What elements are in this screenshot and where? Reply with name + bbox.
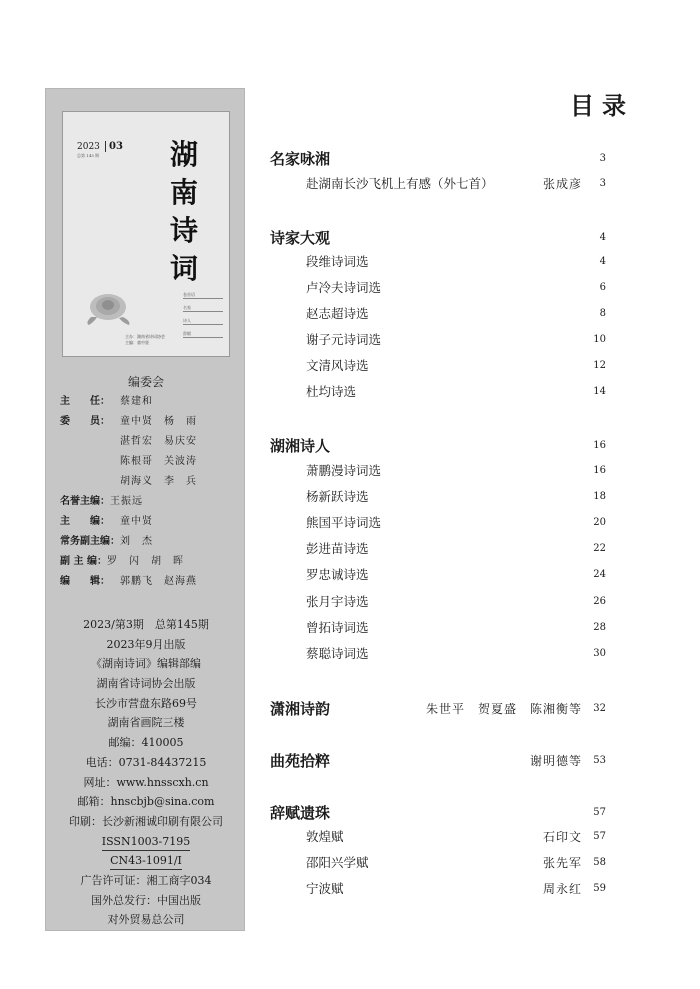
publication-line: 《湖南诗词》编辑部编 (91, 657, 201, 671)
masthead-sidebar (45, 88, 245, 931)
page-number: 26 (593, 595, 606, 607)
committee-names: 郭鹏飞 赵海燕 (120, 576, 197, 587)
page-number: 14 (593, 385, 606, 397)
page-number: 53 (593, 754, 606, 766)
item-title: 萧鹏漫诗词选 (306, 463, 382, 478)
committee-role: 名誉主编： (60, 496, 110, 507)
item-title: 蔡聪诗词选 (306, 646, 369, 661)
toc-item[interactable] (306, 487, 606, 505)
page-number: 57 (593, 830, 606, 842)
publication-line: 国外总发行：中国出版 (91, 893, 201, 907)
page-number: 57 (593, 806, 606, 818)
cover-footer-line: 主编：童中贤 (125, 340, 149, 345)
section-author: 朱世平 贺夏盛 陈湘衡等 (425, 701, 582, 716)
cover-footer (125, 334, 165, 346)
page-number: 59 (593, 882, 606, 894)
toc-item[interactable] (306, 565, 606, 583)
toc-item[interactable] (306, 827, 606, 845)
page-number: 24 (593, 568, 606, 580)
item-title: 罗忠诚诗选 (306, 567, 369, 582)
page-number: 12 (593, 359, 606, 371)
page-number: 16 (593, 464, 606, 476)
committee-row (60, 532, 242, 552)
toc-item[interactable] (306, 513, 606, 531)
cover-issue-sub: 总第 145 期 (77, 153, 100, 158)
section-title: 名家咏湘 (270, 149, 331, 168)
toc-item[interactable] (306, 304, 606, 322)
committee-names: 罗 闪 胡 晖 (106, 556, 184, 567)
toc-item[interactable] (306, 879, 606, 897)
committee-names: 陈根哥 关波涛 (120, 456, 197, 467)
publication-line: 广告许可证：湘工商字034 (80, 873, 212, 887)
publication-line: 2023/第3期 总第145期 (83, 618, 209, 631)
committee-row (60, 432, 242, 452)
peony-illustration-icon (83, 287, 133, 327)
committee-row (60, 392, 242, 412)
cover-title-char: 词 (169, 252, 198, 285)
cover-label: 辞赋 (183, 331, 223, 338)
page-number: 4 (599, 255, 606, 267)
item-title: 谢子元诗词选 (306, 332, 382, 347)
cn-number: CN43-1091/I (110, 853, 182, 870)
cover-labels (183, 292, 223, 344)
toc-item[interactable] (306, 592, 606, 610)
item-title: 赵志超诗选 (306, 306, 369, 321)
section-author: 谢明德等 (529, 753, 582, 768)
item-author: 张成彦 (542, 176, 582, 191)
committee-role: 主 任： (60, 396, 110, 407)
toc-title: 目录 (570, 92, 634, 120)
page-number: 22 (593, 542, 606, 554)
committee-list (60, 392, 242, 592)
item-title: 敦煌赋 (306, 829, 344, 844)
cover-label: 诗人 (183, 318, 223, 325)
committee-role: 编 辑： (60, 576, 110, 587)
publication-line: 邮编：410005 (108, 736, 184, 750)
toc-item[interactable] (306, 382, 606, 400)
section-title: 诗家大观 (270, 228, 331, 247)
committee-row (60, 412, 242, 432)
page-number: 28 (593, 621, 606, 633)
section-title: 曲苑拾粹 (270, 751, 331, 770)
toc-item[interactable] (306, 461, 606, 479)
cover-title-char: 湖 (169, 138, 198, 171)
toc-item[interactable] (306, 618, 606, 636)
item-title: 张月宇诗选 (306, 594, 369, 609)
item-title: 曾拓诗词选 (306, 620, 369, 635)
committee-row (60, 572, 242, 592)
toc-item[interactable] (306, 330, 606, 348)
item-title: 赴湖南长沙飞机上有感（外七首） (306, 176, 494, 191)
item-author: 周永红 (542, 881, 582, 896)
committee-role: 副 主 编： (60, 556, 107, 567)
toc-item[interactable] (306, 356, 606, 374)
toc-item[interactable] (306, 644, 606, 662)
item-title: 段维诗词选 (306, 254, 369, 269)
publication-line: 湖南省诗词协会出版 (96, 677, 196, 691)
committee-row (60, 492, 242, 512)
page-number: 32 (593, 702, 606, 714)
committee-row (60, 512, 242, 532)
section-title: 湖湘诗人 (270, 436, 331, 455)
cover-thumbnail (62, 111, 230, 357)
publication-line (46, 832, 246, 852)
committee-role: 主 编： (60, 516, 110, 527)
committee-heading: 编委会 (127, 375, 164, 389)
cover-label: 卷首语 (183, 292, 223, 299)
page-number: 20 (593, 516, 606, 528)
page-number: 3 (599, 152, 606, 164)
publication-info (46, 615, 246, 930)
item-title: 熊国平诗词选 (306, 515, 382, 530)
issn: ISSN1003-7195 (102, 834, 191, 851)
publication-line: 邮箱：hnscbjb@sina.com (77, 795, 215, 809)
page-number: 58 (593, 856, 606, 868)
cover-footer-line: 主办：湖南省诗词协会 (125, 334, 165, 339)
toc-item[interactable] (306, 278, 606, 296)
publication-line (46, 851, 246, 871)
toc-section[interactable] (270, 435, 606, 455)
toc-item[interactable] (306, 539, 606, 557)
toc-section[interactable] (270, 749, 606, 771)
page-number: 8 (599, 307, 606, 319)
committee-names: 湛哲宏 易庆安 (120, 436, 197, 447)
page-number: 3 (599, 177, 606, 189)
cover-label: 名家 (183, 305, 223, 312)
committee-names: 童中贤 杨 雨 (120, 416, 197, 427)
publication-line: 网址：www.hnsscxh.cn (83, 775, 209, 789)
committee-row (60, 552, 242, 572)
item-author: 张先军 (542, 855, 582, 870)
committee-names: 刘 杰 (120, 536, 153, 547)
toc-section[interactable] (270, 802, 606, 822)
publication-line: 印刷：长沙新湘诚印刷有限公司 (69, 814, 223, 828)
toc-item[interactable] (306, 252, 606, 270)
publication-line: 电话：0731-84437215 (85, 755, 207, 769)
item-title: 宁波赋 (306, 881, 344, 896)
committee-role (60, 432, 120, 452)
page-number: 6 (599, 281, 606, 293)
item-title: 邵阳兴学赋 (306, 855, 369, 870)
cover-title-char: 南 (169, 176, 198, 209)
section-title: 潇湘诗韵 (270, 699, 331, 718)
committee-names: 胡海义 李 兵 (120, 476, 197, 487)
page-number: 18 (593, 490, 606, 502)
page-number: 4 (599, 231, 606, 243)
toc-section[interactable] (270, 227, 606, 247)
committee-row (60, 452, 242, 472)
publication-line: 长沙市营盘东路69号 (95, 696, 197, 710)
section-title: 辞赋遗珠 (270, 803, 331, 822)
committee-role (60, 452, 120, 472)
committee-row (60, 472, 242, 492)
item-title: 杨新跃诗选 (306, 489, 369, 504)
committee-names: 王振远 (110, 496, 143, 507)
item-title: 彭进苗诗选 (306, 541, 369, 556)
publication-line: 湖南省画院三楼 (107, 716, 185, 730)
cover-issue: 03 (105, 141, 123, 152)
toc-section[interactable] (270, 148, 606, 168)
toc-item[interactable] (306, 853, 606, 871)
committee-role: 委 员： (60, 416, 110, 427)
publication-line: 对外贸易总公司 (107, 913, 185, 927)
committee-role: 常务副主编： (60, 536, 120, 547)
cover-year: 2023 (77, 142, 100, 152)
committee-names: 童中贤 (120, 516, 153, 527)
item-title: 卢冷夫诗词选 (306, 280, 382, 295)
toc-item[interactable] (306, 174, 606, 192)
item-title: 文清风诗选 (306, 358, 369, 373)
item-author: 石印文 (542, 829, 582, 844)
committee-role (60, 472, 120, 492)
item-title: 杜均诗选 (306, 384, 357, 399)
cover-title (169, 136, 199, 288)
toc-section[interactable] (270, 697, 606, 719)
cover-title-char: 诗 (169, 214, 198, 247)
page-number: 30 (593, 647, 606, 659)
page-number: 16 (593, 439, 606, 451)
committee-names: 蔡建和 (120, 396, 153, 407)
page-number: 10 (593, 333, 606, 345)
publication-line: 2023年9月出版 (106, 637, 186, 651)
